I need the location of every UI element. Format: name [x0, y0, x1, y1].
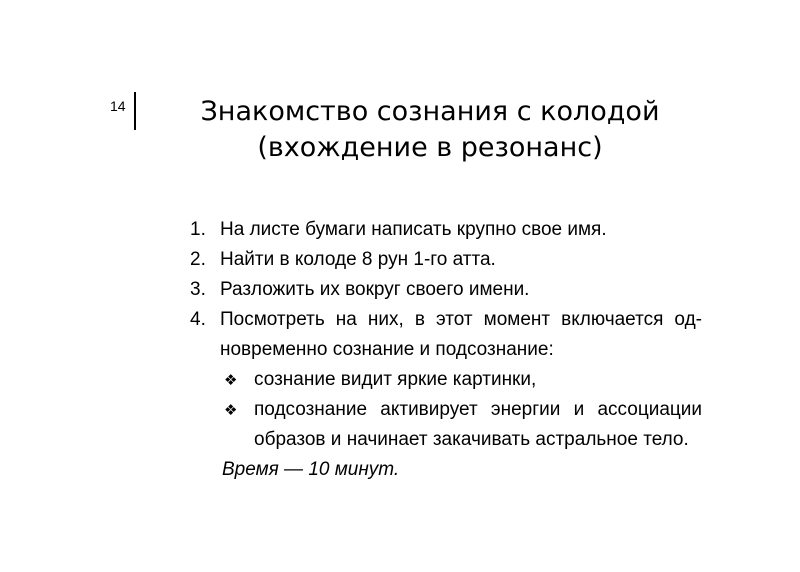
bullet-item: [222, 365, 702, 395]
step-item: [190, 245, 702, 275]
bullet-text: сознание видит яркие картинки,: [254, 369, 537, 390]
step-text: Найти в колоде 8 рун 1-го атта.: [220, 249, 496, 270]
step-text: На листе бумаги написать крупно свое имя.: [220, 219, 607, 240]
step-item: [190, 215, 702, 245]
ornament-bullet-icon: ❖: [224, 401, 238, 419]
time-note: Время — 10 минут.: [222, 459, 400, 480]
steps-list: [190, 215, 702, 455]
step-number: 1.: [190, 219, 206, 240]
step-number: 3.: [190, 279, 206, 300]
step-item: [190, 305, 702, 455]
page-number-rule: [134, 92, 136, 130]
step-number: 2.: [190, 249, 206, 270]
step-text: Разложить их вокруг своего имени.: [220, 279, 530, 300]
ornament-bullet-icon: ❖: [224, 371, 238, 389]
step-number: 4.: [190, 309, 206, 330]
bullet-text: подсознание активирует энергии и ассоциации образов и начинает закачивать астральное тело.: [254, 399, 702, 450]
section-title: [150, 94, 710, 166]
page-number: 14: [110, 98, 126, 114]
instructions-body: [190, 215, 702, 485]
step-text: Посмотреть на них, в этот момент включается одновременно сознание и подсознание:: [220, 309, 702, 360]
sub-bullets-list: [222, 365, 702, 455]
section-title-line-1: Знакомство сознания с колодой: [200, 96, 660, 127]
step-item: [190, 275, 702, 305]
bullet-item: [222, 395, 702, 455]
section-title-line-2: (вхождение в резонанс): [257, 132, 603, 163]
